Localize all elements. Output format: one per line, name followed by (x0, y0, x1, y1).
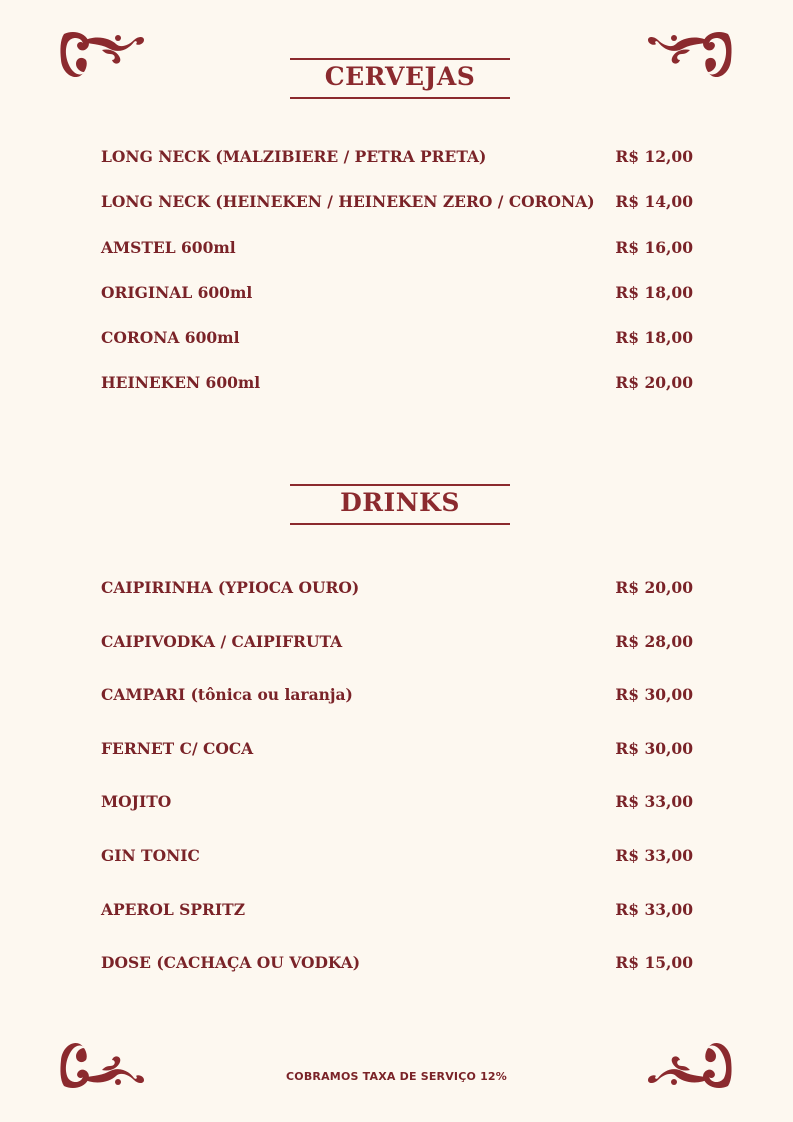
divider (290, 523, 510, 525)
item-price: R$ 33,00 (615, 792, 693, 812)
item-name: LONG NECK (MALZIBIERE / PETRA PRETA) (101, 147, 487, 166)
menu-item (101, 630, 693, 654)
menu-item (101, 898, 693, 922)
item-price: R$ 30,00 (615, 685, 693, 705)
item-name: CAIPIRINHA (YPIOCA OURO) (101, 578, 360, 597)
section-header-drinks (290, 484, 510, 525)
menu-item (101, 326, 693, 350)
menu-item (101, 790, 693, 814)
menu-item (101, 683, 693, 707)
item-name: CAIPIVODKA / CAIPIFRUTA (101, 631, 343, 651)
item-price: R$ 14,00 (615, 192, 693, 212)
beer-list (101, 145, 693, 417)
item-price: R$ 33,00 (615, 899, 693, 919)
menu-item (101, 190, 693, 214)
drinks-list (101, 576, 693, 1005)
scroll-ornament-icon (58, 28, 146, 80)
item-name: CORONA 600ml (101, 328, 240, 348)
menu-item (101, 951, 693, 975)
item-price: R$ 18,00 (615, 282, 693, 302)
divider (290, 97, 510, 99)
item-name: GIN TONIC (101, 845, 200, 865)
item-price: R$ 16,00 (615, 237, 693, 257)
menu-item (101, 576, 693, 600)
item-price: R$ 20,00 (615, 373, 693, 393)
item-name: MOJITO (101, 792, 172, 812)
item-name: AMSTEL 600ml (101, 237, 236, 257)
item-name: ORIGINAL 600ml (101, 282, 253, 302)
menu-item (101, 737, 693, 761)
item-price: R$ 12,00 (615, 147, 693, 166)
item-name: HEINEKEN 600ml (101, 373, 261, 393)
item-price: R$ 30,00 (615, 738, 693, 758)
item-name: FERNET C/ COCA (101, 738, 254, 758)
menu-item (101, 371, 693, 395)
section-title-cervejas: CERVEJAS (324, 62, 476, 91)
item-price: R$ 28,00 (615, 631, 693, 651)
item-name: APEROL SPRITZ (101, 899, 246, 919)
menu-item (101, 145, 693, 169)
item-price: R$ 20,00 (615, 578, 693, 597)
section-header-cervejas (290, 58, 510, 99)
menu-item (101, 236, 693, 260)
item-name: LONG NECK (HEINEKEN / HEINEKEN ZERO / CORONA) (101, 192, 595, 212)
scroll-ornament-icon (58, 1040, 146, 1092)
item-price: R$ 33,00 (615, 845, 693, 865)
item-name: DOSE (CACHAÇA OU VODKA) (101, 953, 361, 973)
item-price: R$ 15,00 (615, 953, 693, 973)
scroll-ornament-icon (646, 28, 734, 80)
item-name: CAMPARI (tônica ou laranja) (101, 685, 353, 705)
service-fee-note: COBRAMOS TAXA DE SERVIÇO 12% (286, 1070, 507, 1083)
item-price: R$ 18,00 (615, 328, 693, 348)
menu-item (101, 844, 693, 868)
scroll-ornament-icon (646, 1040, 734, 1092)
menu-item (101, 281, 693, 305)
section-title-drinks: DRINKS (340, 488, 460, 517)
